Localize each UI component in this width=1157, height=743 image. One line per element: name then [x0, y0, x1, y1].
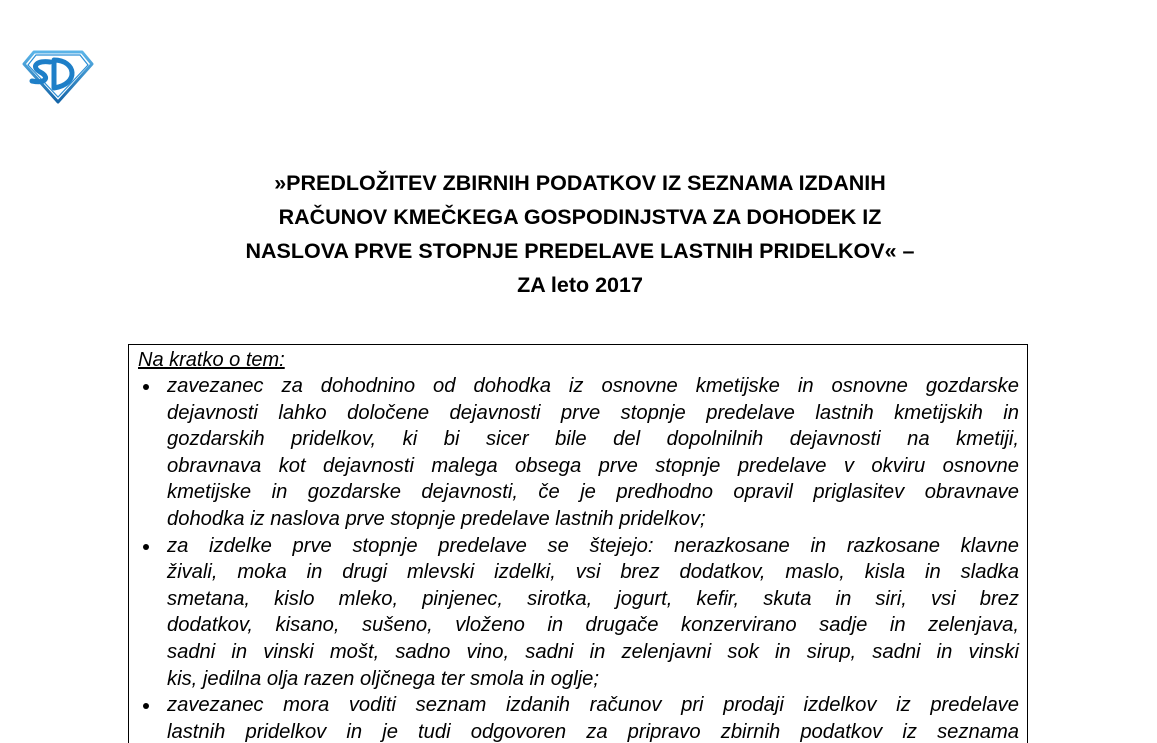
text-line: dohodka iz naslova prve stopnje predelave lastnih pridelkov; — [167, 507, 706, 530]
list-item — [138, 692, 1019, 743]
text-line: sadni in vinski mošt, sadno vino, sadni in zelenjavni sok in sirup, sadni in vinski — [167, 640, 1019, 663]
text-line: dejavnosti lahko določene dejavnosti prve stopnje predelave lastnih kmetijskih in — [167, 401, 1019, 424]
title-line: NASLOVA PRVE STOPNJE PREDELAVE LASTNIH PRIDELKOV« – — [245, 239, 915, 263]
document-title — [150, 166, 1010, 302]
summary-heading: Na kratko o tem: — [138, 349, 285, 371]
text-line: živali, moka in drugi mlevski izdelki, vsi brez dodatkov, maslo, kisla in sladka — [167, 561, 1019, 584]
list-item — [138, 373, 1019, 533]
summary-box — [128, 344, 1028, 743]
text-line: dodatkov, kisano, sušeno, vloženo in drugače konzervirano sadje in zelenjava, — [167, 614, 1019, 637]
list-item — [138, 533, 1019, 693]
bullet-icon — [143, 703, 149, 709]
text-line: kis, jedilna olja razen oljčnega ter smola in oglje; — [167, 667, 600, 690]
text-line: obravnava kot dejavnosti malega obsega prve stopnje predelave v okviru osnovne — [167, 454, 1019, 477]
text-line: zavezanec za dohodnino od dohodka iz osnovne kmetijske in osnovne gozdarske — [167, 375, 1019, 397]
bullet-icon — [143, 544, 149, 550]
title-line: RAČUNOV KMEČKEGA GOSPODINJSTVA ZA DOHODEK IZ — [278, 205, 882, 229]
text-line: zavezanec mora voditi seznam izdanih računov pri prodaji izdelkov iz predelave — [167, 694, 1019, 717]
bullet-icon — [143, 384, 149, 390]
text-line: za izdelke prve stopnje predelave se štejejo: nerazkosane in razkosane klavne — [167, 534, 1019, 557]
summary-bullet-list — [138, 373, 1019, 743]
title-line: »PREDLOŽITEV ZBIRNIH PODATKOV IZ SEZNAMA IZDANIH — [274, 171, 886, 195]
sd-shield-logo-icon — [20, 48, 96, 104]
text-line: lastnih pridelkov in je tudi odgovoren za pripravo zbirnih podatkov iz seznama — [167, 720, 1019, 743]
text-line: gozdarskih pridelkov, ki bi sicer bile del dopolnilnih dejavnosti na kmetiji, — [167, 428, 1019, 451]
title-line: ZA leto 2017 — [517, 273, 643, 297]
text-line: smetana, kislo mleko, pinjenec, sirotka, jogurt, kefir, skuta in siri, vsi brez — [167, 587, 1019, 610]
text-line: kmetijske in gozdarske dejavnosti, če je predhodno opravil priglasitev obravnave — [167, 481, 1019, 504]
